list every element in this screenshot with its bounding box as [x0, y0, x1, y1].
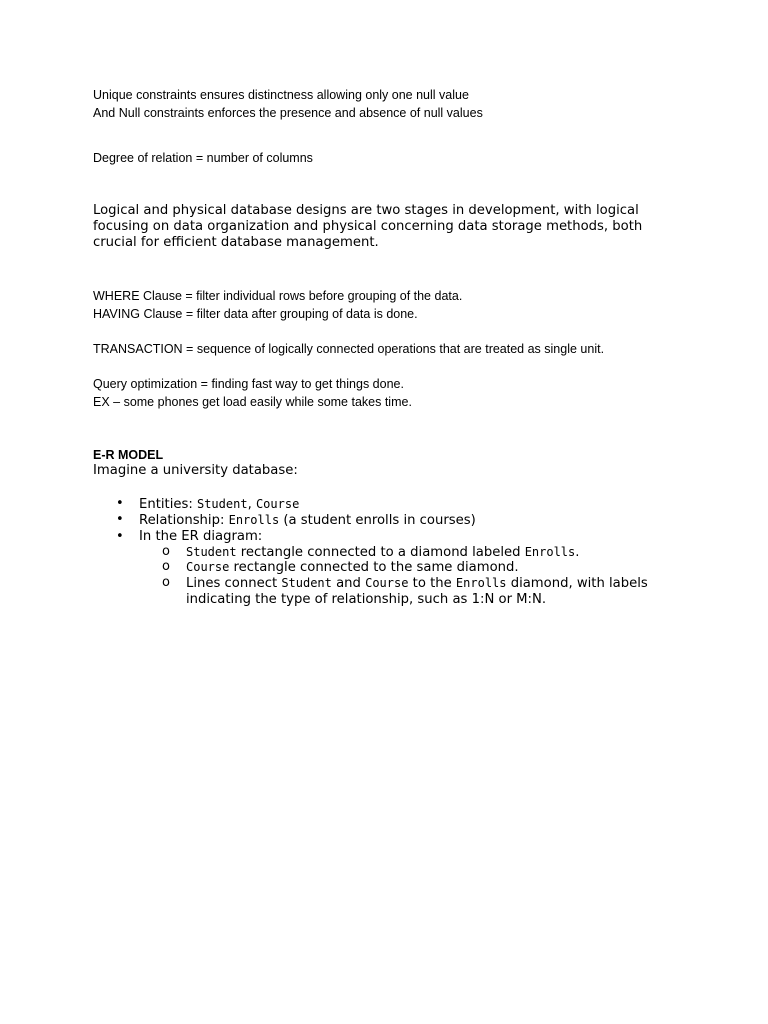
entity-student: Student [196, 497, 248, 511]
entities-label: Entities: [139, 497, 197, 512]
sub-bullet-marker: o [162, 559, 170, 574]
sub-item-text: and [331, 576, 366, 591]
sub-item-text: . [575, 545, 580, 560]
code-course: Course [186, 560, 230, 574]
having-clause-line: HAVING Clause = filter data after grouping of data is done. [93, 307, 418, 321]
er-model-heading: E-R MODEL [93, 448, 164, 462]
relationship-label: Relationship: [139, 513, 229, 528]
code-enrolls: Enrolls [524, 545, 576, 559]
separator: , [247, 497, 256, 512]
bullet-marker: • [116, 496, 124, 511]
code-student: Student [281, 576, 332, 590]
relationship-enrolls: Enrolls [228, 513, 280, 527]
sub-item-text: Lines connect [186, 576, 282, 591]
null-constraint-line: And Null constraints enforces the presence and absence of null values [93, 106, 483, 120]
where-clause-line: WHERE Clause = filter individual rows before grouping of the data. [93, 289, 463, 303]
list-item-er-diagram: In the ER diagram: [139, 529, 263, 544]
sub-item-lines [186, 575, 676, 608]
sub-item-text: rectangle connected to a diamond labeled [236, 545, 525, 560]
logical-physical-paragraph: Logical and physical database designs are two stages in development, with logical focusing on data organization and physical concerning data storage methods, both crucial for efficient database management. [93, 203, 643, 250]
example-line: EX – some phones get load easily while some takes time. [93, 395, 412, 409]
query-optimization-line: Query optimization = finding fast way to get things done. [93, 377, 404, 391]
sub-item-course [186, 559, 676, 576]
unique-constraint-line: Unique constraints ensures distinctness allowing only one null value [93, 88, 469, 102]
er-intro: Imagine a university database: [93, 463, 298, 478]
entity-course: Course [255, 497, 300, 511]
code-student: Student [186, 545, 237, 559]
bullet-marker: • [116, 512, 124, 527]
sub-item-text: to the [408, 576, 456, 591]
sub-item-text: rectangle connected to the same diamond. [229, 560, 519, 575]
sub-bullet-marker: o [162, 575, 170, 590]
sub-bullet-marker: o [162, 544, 170, 559]
list-item-entities [139, 496, 299, 513]
degree-line: Degree of relation = number of columns [93, 151, 313, 165]
relationship-description: (a student enrolls in courses) [279, 513, 476, 528]
code-enrolls: Enrolls [455, 576, 507, 590]
sub-item-text: diamond, with labels indicating the type of relationship, such as 1:N or M:N. [186, 576, 648, 607]
transaction-line: TRANSACTION = sequence of logically connected operations that are treated as single unit. [93, 342, 605, 356]
list-item-relationship [139, 512, 476, 529]
bullet-marker: • [116, 529, 124, 544]
code-course: Course [365, 576, 409, 590]
